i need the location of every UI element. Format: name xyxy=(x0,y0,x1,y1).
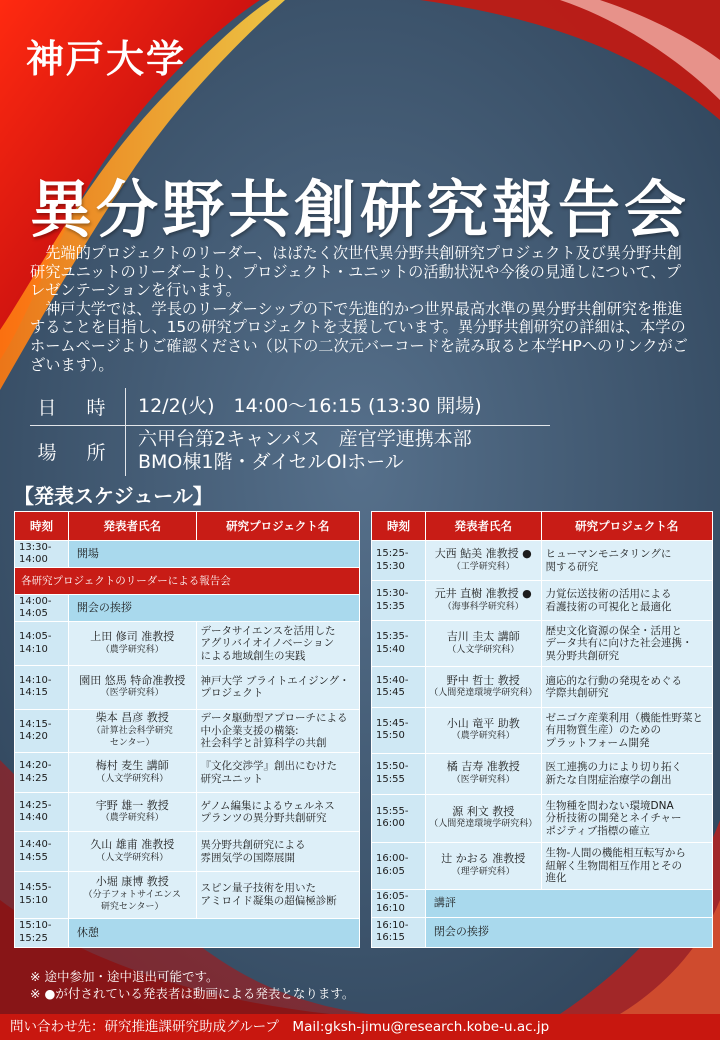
time-cell: 15:50- 15:55 xyxy=(372,753,426,794)
place-value xyxy=(126,428,472,474)
time-cell: 15:10- 15:25 xyxy=(15,918,69,947)
schedule-row xyxy=(15,665,360,709)
section-row xyxy=(15,568,360,595)
presenter-name: 辻 かおる 准教授 xyxy=(441,852,526,866)
schedule-row xyxy=(15,871,360,918)
presenter-dept: （工学研究科） xyxy=(451,561,515,572)
place-value-line-1: 六甲台第2キャンパス 産官学連携本部 xyxy=(138,428,472,450)
schedule-row xyxy=(15,792,360,832)
project-cell: 力覚伝送技術の活用による 看護技術の可視化と最適化 xyxy=(541,581,712,621)
project-cell: 異分野共創研究による 雰囲気学の国際展開 xyxy=(196,832,359,872)
schedule-row xyxy=(15,832,360,872)
presenter-name: 源 利文 教授 xyxy=(452,804,515,818)
contact-footer: 問い合わせ先：研究推進課研究助成グループ Mail:gksh-jimu@research.kobe-u.ac.jp xyxy=(0,1014,720,1040)
presenter-name: 柴本 昌彦 教授 xyxy=(95,711,169,725)
schedule-row xyxy=(372,842,713,890)
project-cell: 生物-人間の機能相互転写から 紐解く生物間相互作用とその 進化 xyxy=(541,842,712,890)
time-cell: 14:00- 14:05 xyxy=(15,595,69,622)
note-1: ※ 途中参加・途中退出可能です。 xyxy=(30,969,219,984)
presenter-name: 吉川 圭太 講師 xyxy=(446,630,520,644)
presenter-cell xyxy=(68,622,196,666)
event-cell: 開会の挨拶 xyxy=(68,595,359,622)
schedule-row xyxy=(15,595,360,622)
schedule-row xyxy=(372,708,713,753)
project-cell: 歴史文化資源の保全・活用と データ共有に向けた社会連携・ 異分野共創研究 xyxy=(541,621,712,666)
presenter-name: 野中 哲士 教授 xyxy=(446,673,520,687)
schedule-table-left xyxy=(14,511,360,948)
schedule-row xyxy=(15,753,360,793)
notes xyxy=(30,968,354,1002)
event-cell: 講評 xyxy=(425,890,712,918)
presenter-name: 小山 竜平 助教 xyxy=(446,716,520,730)
section-label: 各研究プロジェクトのリーダーによる報告会 xyxy=(15,568,360,595)
date-label: 日 時 xyxy=(30,388,126,425)
schedule-row xyxy=(372,621,713,666)
time-cell: 15:35- 15:40 xyxy=(372,621,426,666)
time-cell: 15:55- 16:00 xyxy=(372,795,426,843)
time-cell: 14:15- 14:20 xyxy=(15,709,69,753)
presenter-name: 上田 修司 准教授 xyxy=(90,630,175,644)
project-cell: スピン量子技術を用いた アミロイド凝集の超偏極診断 xyxy=(196,871,359,918)
schedule-row xyxy=(372,890,713,918)
schedule-row xyxy=(15,541,360,568)
presenter-cell xyxy=(68,753,196,793)
schedule-heading: 【発表スケジュール】 xyxy=(14,484,213,508)
project-cell: 『文化交渉学』創出にむけた 研究ユニット xyxy=(196,753,359,793)
presenter-cell xyxy=(68,792,196,832)
time-cell: 15:40- 15:45 xyxy=(372,666,426,707)
presenter-name: 宇野 雄一 教授 xyxy=(95,798,169,812)
event-cell: 休憩 xyxy=(68,918,359,947)
intro-text xyxy=(30,244,694,374)
intro-paragraph-2: 神戸大学では、学長のリーダーシップの下で先進的かつ世界最高水準の異分野共創研究を推進することを目指し、15の研究プロジェクトを支援しています。異分野共創研究の詳細は、本学のホームページよりご確認ください（以下の二次元バーコードを読み取ると本学HPへのリンクがございます）。 xyxy=(30,299,688,374)
presenter-dept: （理学研究科） xyxy=(451,866,515,877)
presenter-dept: （人間発達環境学研究科） xyxy=(429,819,538,830)
note-2: ※ ●が付されている発表者は動画による発表となります。 xyxy=(30,986,355,1001)
intro-paragraph-1: 先端的プロジェクトのリーダー、はばたく次世代異分野共創研究プロジェクト及び異分野共創研究ユニットのリーダーより、プロジェクト・ユニットの活動状況や今後の見通しについて、プレゼンテーションを行います。 xyxy=(30,244,682,300)
time-cell: 15:30- 15:35 xyxy=(372,581,426,621)
presenter-cell xyxy=(68,709,196,753)
project-cell: ヒューマンモニタリングに 関する研究 xyxy=(541,540,712,580)
schedule-row xyxy=(15,709,360,753)
time-cell: 15:45- 15:50 xyxy=(372,708,426,753)
presenter-cell xyxy=(68,665,196,709)
presenter-cell xyxy=(68,832,196,872)
date-row xyxy=(30,388,550,426)
time-cell: 14:40- 14:55 xyxy=(15,832,69,872)
schedule-row xyxy=(372,753,713,794)
date-value: 12/2(火) 14:00～16:15 (13:30 開場) xyxy=(138,395,482,417)
presenter-dept: （人文学研究科） xyxy=(96,852,169,863)
schedule-row xyxy=(372,795,713,843)
presenter-name: 小堀 康博 教授 xyxy=(95,875,169,889)
header-time: 時刻 xyxy=(372,512,426,541)
presenter-cell xyxy=(425,708,541,753)
presenter-dept: （人文学研究科） xyxy=(447,644,520,655)
presenter-cell xyxy=(425,753,541,794)
place-label: 場 所 xyxy=(30,426,126,476)
time-cell: 16:00- 16:05 xyxy=(372,842,426,890)
presenter-name: 大西 鮎美 准教授 ● xyxy=(434,547,532,561)
schedule-row xyxy=(372,581,713,621)
presenter-cell xyxy=(425,666,541,707)
event-cell: 閉会の挨拶 xyxy=(425,917,712,947)
presenter-name: 橘 吉寿 准教授 xyxy=(446,760,520,774)
table-header-row xyxy=(372,512,713,541)
presenter-dept: （医学研究科） xyxy=(100,688,164,699)
presenter-dept: （計算社会科学研究 センター） xyxy=(91,725,173,749)
university-name: 神戸大学 xyxy=(26,37,187,81)
header-presenter: 発表者氏名 xyxy=(425,512,541,541)
time-cell: 14:05- 14:10 xyxy=(15,622,69,666)
schedule-table-right xyxy=(371,511,713,948)
presenter-dept: （人間発達環境学研究科） xyxy=(429,688,538,699)
header-time: 時刻 xyxy=(15,512,69,541)
project-cell: 神戸大学 ブライトエイジング・ プロジェクト xyxy=(196,665,359,709)
presenter-name: 久山 雄甫 准教授 xyxy=(90,838,175,852)
presenter-dept: （海事科学研究科） xyxy=(442,601,524,612)
schedule-row xyxy=(372,917,713,947)
project-cell: データ駆動型アプローチによる 中小企業支援の構築: 社会科学と計算科学の共創 xyxy=(196,709,359,753)
schedule-row xyxy=(15,622,360,666)
project-cell: 生物種を問わない環境DNA 分析技術の開発とネイチャー ポジティブ指標の確立 xyxy=(541,795,712,843)
time-cell: 16:10- 16:15 xyxy=(372,917,426,947)
presenter-cell xyxy=(425,795,541,843)
project-cell: ゲノム編集によるウェルネス プランツの異分野共創研究 xyxy=(196,792,359,832)
time-cell: 14:55- 15:10 xyxy=(15,871,69,918)
presenter-dept: （農学研究科） xyxy=(100,813,164,824)
presenter-dept: （人文学研究科） xyxy=(96,773,169,784)
project-cell: ゼニゴケ産業利用（機能性野菜と 有用物質生産）のための プラットフォーム開発 xyxy=(541,708,712,753)
presenter-dept: （医学研究科） xyxy=(451,774,515,785)
time-cell: 16:05- 16:10 xyxy=(372,890,426,918)
place-row xyxy=(30,426,550,476)
header-presenter: 発表者氏名 xyxy=(68,512,196,541)
event-info xyxy=(30,388,550,476)
project-cell: 適応的な行動の発現をめぐる 学際共創研究 xyxy=(541,666,712,707)
presenter-dept: （農学研究科） xyxy=(451,731,515,742)
schedule-row xyxy=(15,918,360,947)
presenter-name: 梅村 麦生 講師 xyxy=(95,759,169,773)
header-project: 研究プロジェクト名 xyxy=(541,512,712,541)
schedule-row xyxy=(372,540,713,580)
presenter-cell xyxy=(425,621,541,666)
page-title: 異分野共創研究報告会 xyxy=(29,173,690,246)
table-header-row xyxy=(15,512,360,541)
presenter-dept: （農学研究科） xyxy=(100,644,164,655)
schedule-row xyxy=(372,666,713,707)
event-cell: 開場 xyxy=(68,541,359,568)
presenter-cell xyxy=(425,540,541,580)
time-cell: 15:25- 15:30 xyxy=(372,540,426,580)
presenter-cell xyxy=(68,871,196,918)
time-cell: 14:20- 14:25 xyxy=(15,753,69,793)
place-value-line-2: BMO棟1階・ダイセルOIホール xyxy=(138,451,404,473)
project-cell: 医工連携の力により切り拓く 新たな自閉症治療学の創出 xyxy=(541,753,712,794)
time-cell: 14:10- 14:15 xyxy=(15,665,69,709)
presenter-dept: （分子フォトサイエンス 研究センター） xyxy=(83,889,181,913)
time-cell: 13:30- 14:00 xyxy=(15,541,69,568)
presenter-name: 園田 悠馬 特命准教授 xyxy=(79,673,186,687)
project-cell: データサイエンスを活用した アグリバイオイノベーション による地域創生の実践 xyxy=(196,622,359,666)
header-project: 研究プロジェクト名 xyxy=(196,512,359,541)
presenter-cell xyxy=(425,842,541,890)
presenter-name: 元井 直樹 准教授 ● xyxy=(434,587,532,601)
time-cell: 14:25- 14:40 xyxy=(15,792,69,832)
presenter-cell xyxy=(425,581,541,621)
